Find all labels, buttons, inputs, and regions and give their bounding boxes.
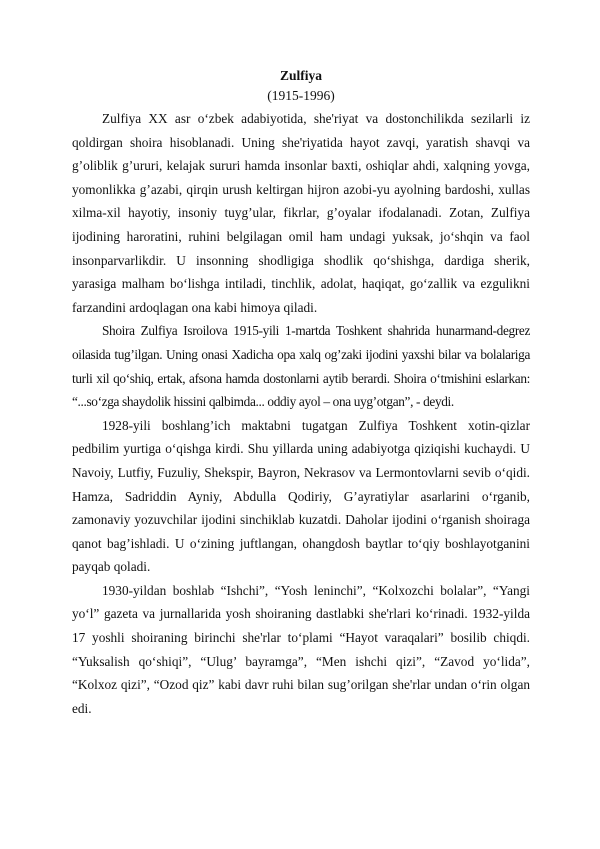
paragraph-biography: Shoira Zulfiya Isroilova 1915-yili 1-martda Toshkent shahrida hunarmand-degrez oilasida tug’ilgan. Uning onasi Xadicha opa xalq og’zaki ijodini yaxshi bilar va bolalariga turli xil qo‘shiq, ertak, afsona hamda dostonlarni aytib berardi. Shoira o‘tmishini eslarkan: “...so‘zga shaydolik hissini qalbimda... oddiy ayol – ona uyg’otgan”, - deydi. <box>72 323 530 410</box>
paragraph-education: 1928-yili boshlang’ich maktabni tugatgan Zulfiya Toshkent xotin-qizlar pedbilim yurtiga o‘qishga kirdi. Shu yillarda uning adabiyotga qiziqishi kuchaydi. U Navoiy, Lutfiy, Fuzuliy, Shekspir, Bayron, Nekrasov va Lermontovlarni sevib o‘qidi. Hamza, Sadriddin Ayniy, Abdulla Qodiriy, G’ayratiylar asarlarini o‘rganib, zamonaviy yozuvchilar ijodini sinchiklab kuzatdi. Daholar ijodini o‘rganish shoiraga qanot bag’ishladi. U o‘zining juftlangan, ohangdosh baytlar to‘qiy boshlayotganini payqab qoladi. <box>72 417 530 575</box>
page-title: Zulfiya <box>279 68 322 83</box>
document-page <box>72 66 530 720</box>
paragraph-intro: Zulfiya XX asr o‘zbek adabiyotida, she'riyat va dostonchilikda sezilarli iz qoldirgan shoira hisoblanadi. Uning she'riyatida hayot zavqi, yaratish shavqi va g’oliblik g’ururi, kelajak sururi hamda insonlar baxti, oshiqlar ahdi, xalqning yovga, yomonlikka g’azabi, qirqin urush keltirgan hijron azobi-yu ayolning bardoshi, xullas xilma-xil hayotiy, insoniy tuyg’ular, fikrlar, g’oyalar ifodalanadi. Zotan, Zulfiya ijodining haroratini, ruhini belgilagan omil ham undagi yuksak, jo‘shqin va faol insonparvarlikdir. U insonning shodligiga shodlik qo‘shishga, dardiga sherik, yarasiga malham bo‘lishga intiladi, tinchlik, adolat, haqiqat, go‘zallik va ezgulikni farzandini ardoqlagan ona kabi himoya qiladi. <box>72 111 530 315</box>
paragraph-first-poems: 1930-yildan boshlab “Ishchi”, “Yosh leninchi”, “Kolxozchi bolalar”, “Yangi yo‘l” gazeta va jurnallarida yosh shoiraning dastlabki she'rlari ko‘rinadi. 1932-yilda 17 yoshli shoiraning birinchi she'rlar to‘plami “Hayot varaqalari” bosilib chiqdi. “Yuksalish qo‘shiqi”, “Ulug’ bayramga”, “Men ishchi qizi”, “Zavod yo‘lida”, “Kolxoz qizi”, “Ozod qiz” kabi davr ruhi bilan sug’orilgan she'rlar undan o‘rin olgan edi. <box>72 582 530 716</box>
life-years: (1915-1996) <box>267 88 335 103</box>
